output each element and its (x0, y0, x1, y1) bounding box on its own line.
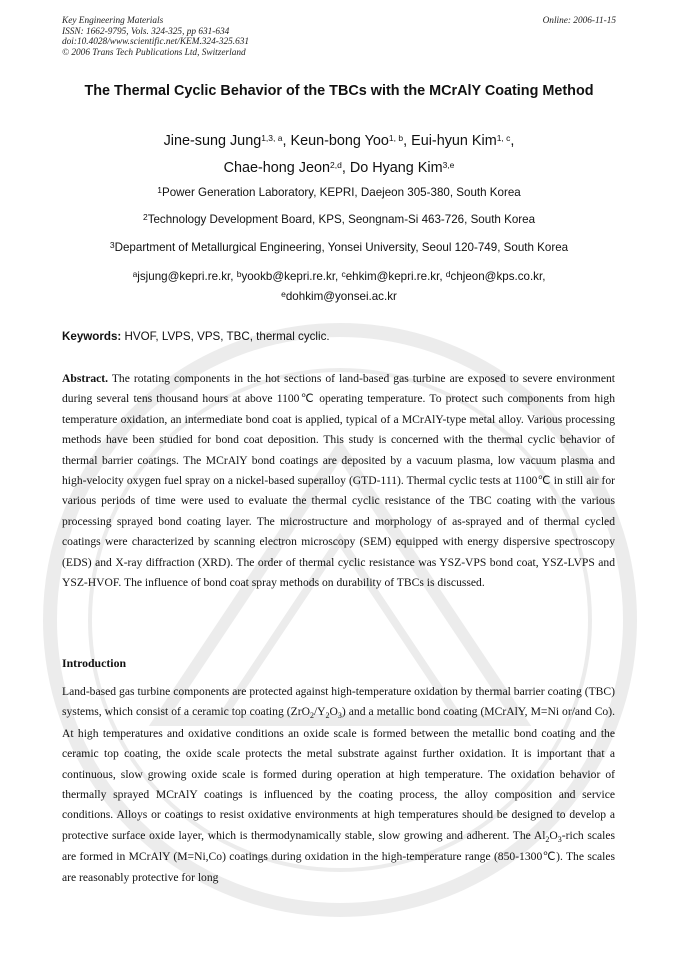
intro-sub: 2 (545, 834, 550, 844)
affiliation-sup: 1 (157, 185, 162, 195)
section-heading-introduction: Introduction (62, 656, 127, 670)
author-sup: 1, b (388, 133, 404, 143)
journal-header (62, 16, 616, 58)
email-sup: c (341, 269, 346, 279)
email: yookb@kepri.re.kr, (241, 270, 342, 283)
email-sup: a (132, 269, 138, 279)
email-list (62, 267, 616, 307)
intro-sub: 3 (557, 834, 562, 844)
author-sup: 1,3, a (261, 133, 283, 143)
paper-title: The Thermal Cyclic Behavior of the TBCs with the MCrAlY Coating Method (84, 83, 594, 99)
journal-name: Key Engineering Materials (62, 16, 164, 26)
author-name: Do Hyang Kim (349, 160, 443, 176)
issn-line: ISSN: 1662-9795, Vols. 324-325, pp 631-634 (62, 26, 230, 37)
intro-sub: 3 (337, 711, 342, 721)
doi-line: doi:10.4028/www.scientific.net/KEM.324-325.631 (62, 37, 250, 48)
affiliation-2 (62, 212, 616, 228)
keywords (62, 330, 616, 343)
intro-text: -rich scales are formed in MCrAlY (M=Ni,Co) coatings during oxidation in the high-temperature range (850-1300℃). The scales are reasonably protective for long (62, 828, 615, 884)
author-sep: , (403, 133, 412, 149)
author-sep: , (341, 160, 350, 176)
author-sep: , (510, 133, 515, 149)
email: jsjung@kepri.re.kr, (137, 270, 237, 283)
affiliation-sup: 3 (109, 240, 115, 250)
author-sup: 3,e (442, 160, 455, 170)
author-list (62, 128, 616, 182)
intro-sub: 2 (309, 711, 314, 721)
author-name: Eui-hyun Kim (411, 133, 497, 149)
email-sup: b (236, 269, 242, 279)
intro-text: ) and a metallic bond coating (MCrAlY, M=Ni or/and Co). At high temperatures and oxidative conditions an oxide scale is formed between the metallic bond coating and the ceramic top coating, the oxide scale protects the metal substrate against further oxidation. It is important that a continuous, slow growing oxide scale is formed during operation at high temperature. The oxidation behavior of thermally sprayed MCrAlY coatings is influenced by the coating process, the alloy composition and service conditions. Alloys or coatings to resist oxidative environments at high temperatures should be designed to develop a protective surface oxide layer, which is thermodynamically stable, slow growing and adherent. The Al (62, 705, 615, 842)
intro-text: O (329, 705, 338, 719)
affiliation-1 (62, 185, 616, 201)
email-sup: d (445, 269, 451, 279)
abstract-text: The rotating components in the hot sections of land-based gas turbine are exposed to severe environment during several tens thousand hours at above 1100℃ operating temperature. To protect such components from high temperature oxidation, an intermediate bond coat is applied, typical of a MCrAlY-type metal alloy. Various processing methods have been studied for bond coat deposition. This study is concerned with the thermal cyclic behavior of thermal barrier coatings. The MCrAlY bond coatings are deposited by a vacuum plasma, low vacuum plasma and high-velocity oxygen fuel spray on a nickel-based superalloy (GTD-111). Thermal cyclic tests at 1100℃ in still air for various periods of time were used to evaluate the thermal cyclic resistance of the TBC coating with the various processing sprayed bond coating layer. The microstructure and morphology of as-sprayed and of thermal cycled coatings were characterized by scanning electron microscopy (SEM) equipped with energy dispersive spectroscopy (EDS) and X-ray diffraction (XRD). The order of thermal cyclic resistance was YSZ-VPS bond coat, YSZ-LVPS and YSZ-HVOF. The influence of bond coat spray methods on durability of TBCs is discussed. (62, 372, 615, 590)
intro-text: /Y (313, 705, 326, 719)
author-name: Jine-sung Jung (163, 133, 262, 149)
abstract (62, 369, 615, 593)
keywords-label: Keywords: (62, 330, 122, 343)
intro-text: Land-based gas turbine components are protected against high-temperature oxidation by thermal barrier coating (TBC) systems, which consist of a ceramic top coating (ZrO (62, 685, 615, 719)
author-sep: , (282, 133, 291, 149)
online-date: Online: 2006-11-15 (542, 16, 616, 26)
author-sup: 1, c (496, 133, 511, 143)
affiliation-3 (62, 240, 616, 256)
email: dohkim@yonsei.ac.kr (285, 290, 397, 303)
affiliation-sup: 2 (142, 212, 148, 222)
email-sup: e (281, 289, 286, 299)
keywords-text: HVOF, LVPS, VPS, TBC, thermal cyclic. (121, 330, 330, 343)
affiliation-text: Power Generation Laboratory, KEPRI, Daejeon 305-380, South Korea (161, 186, 521, 199)
copyright-line: © 2006 Trans Tech Publications Ltd, Switzerland (62, 47, 246, 58)
introduction-paragraph (62, 682, 615, 888)
abstract-label: Abstract. (62, 372, 109, 385)
affiliation-text: Department of Metallurgical Engineering, Yonsei University, Seoul 120-749, South Korea (114, 241, 569, 254)
intro-sub: 2 (325, 711, 330, 721)
author-name: Chae-hong Jeon (223, 160, 330, 176)
affiliation-text: Technology Development Board, KPS, Seongnam-Si 463-726, South Korea (147, 213, 536, 226)
author-sup: 2,d (329, 160, 342, 170)
intro-text: O (549, 828, 558, 842)
author-name: Keun-bong Yoo (290, 133, 389, 149)
email: ehkim@kepri.re.kr, (345, 270, 446, 283)
email: chjeon@kps.co.kr, (450, 270, 546, 283)
